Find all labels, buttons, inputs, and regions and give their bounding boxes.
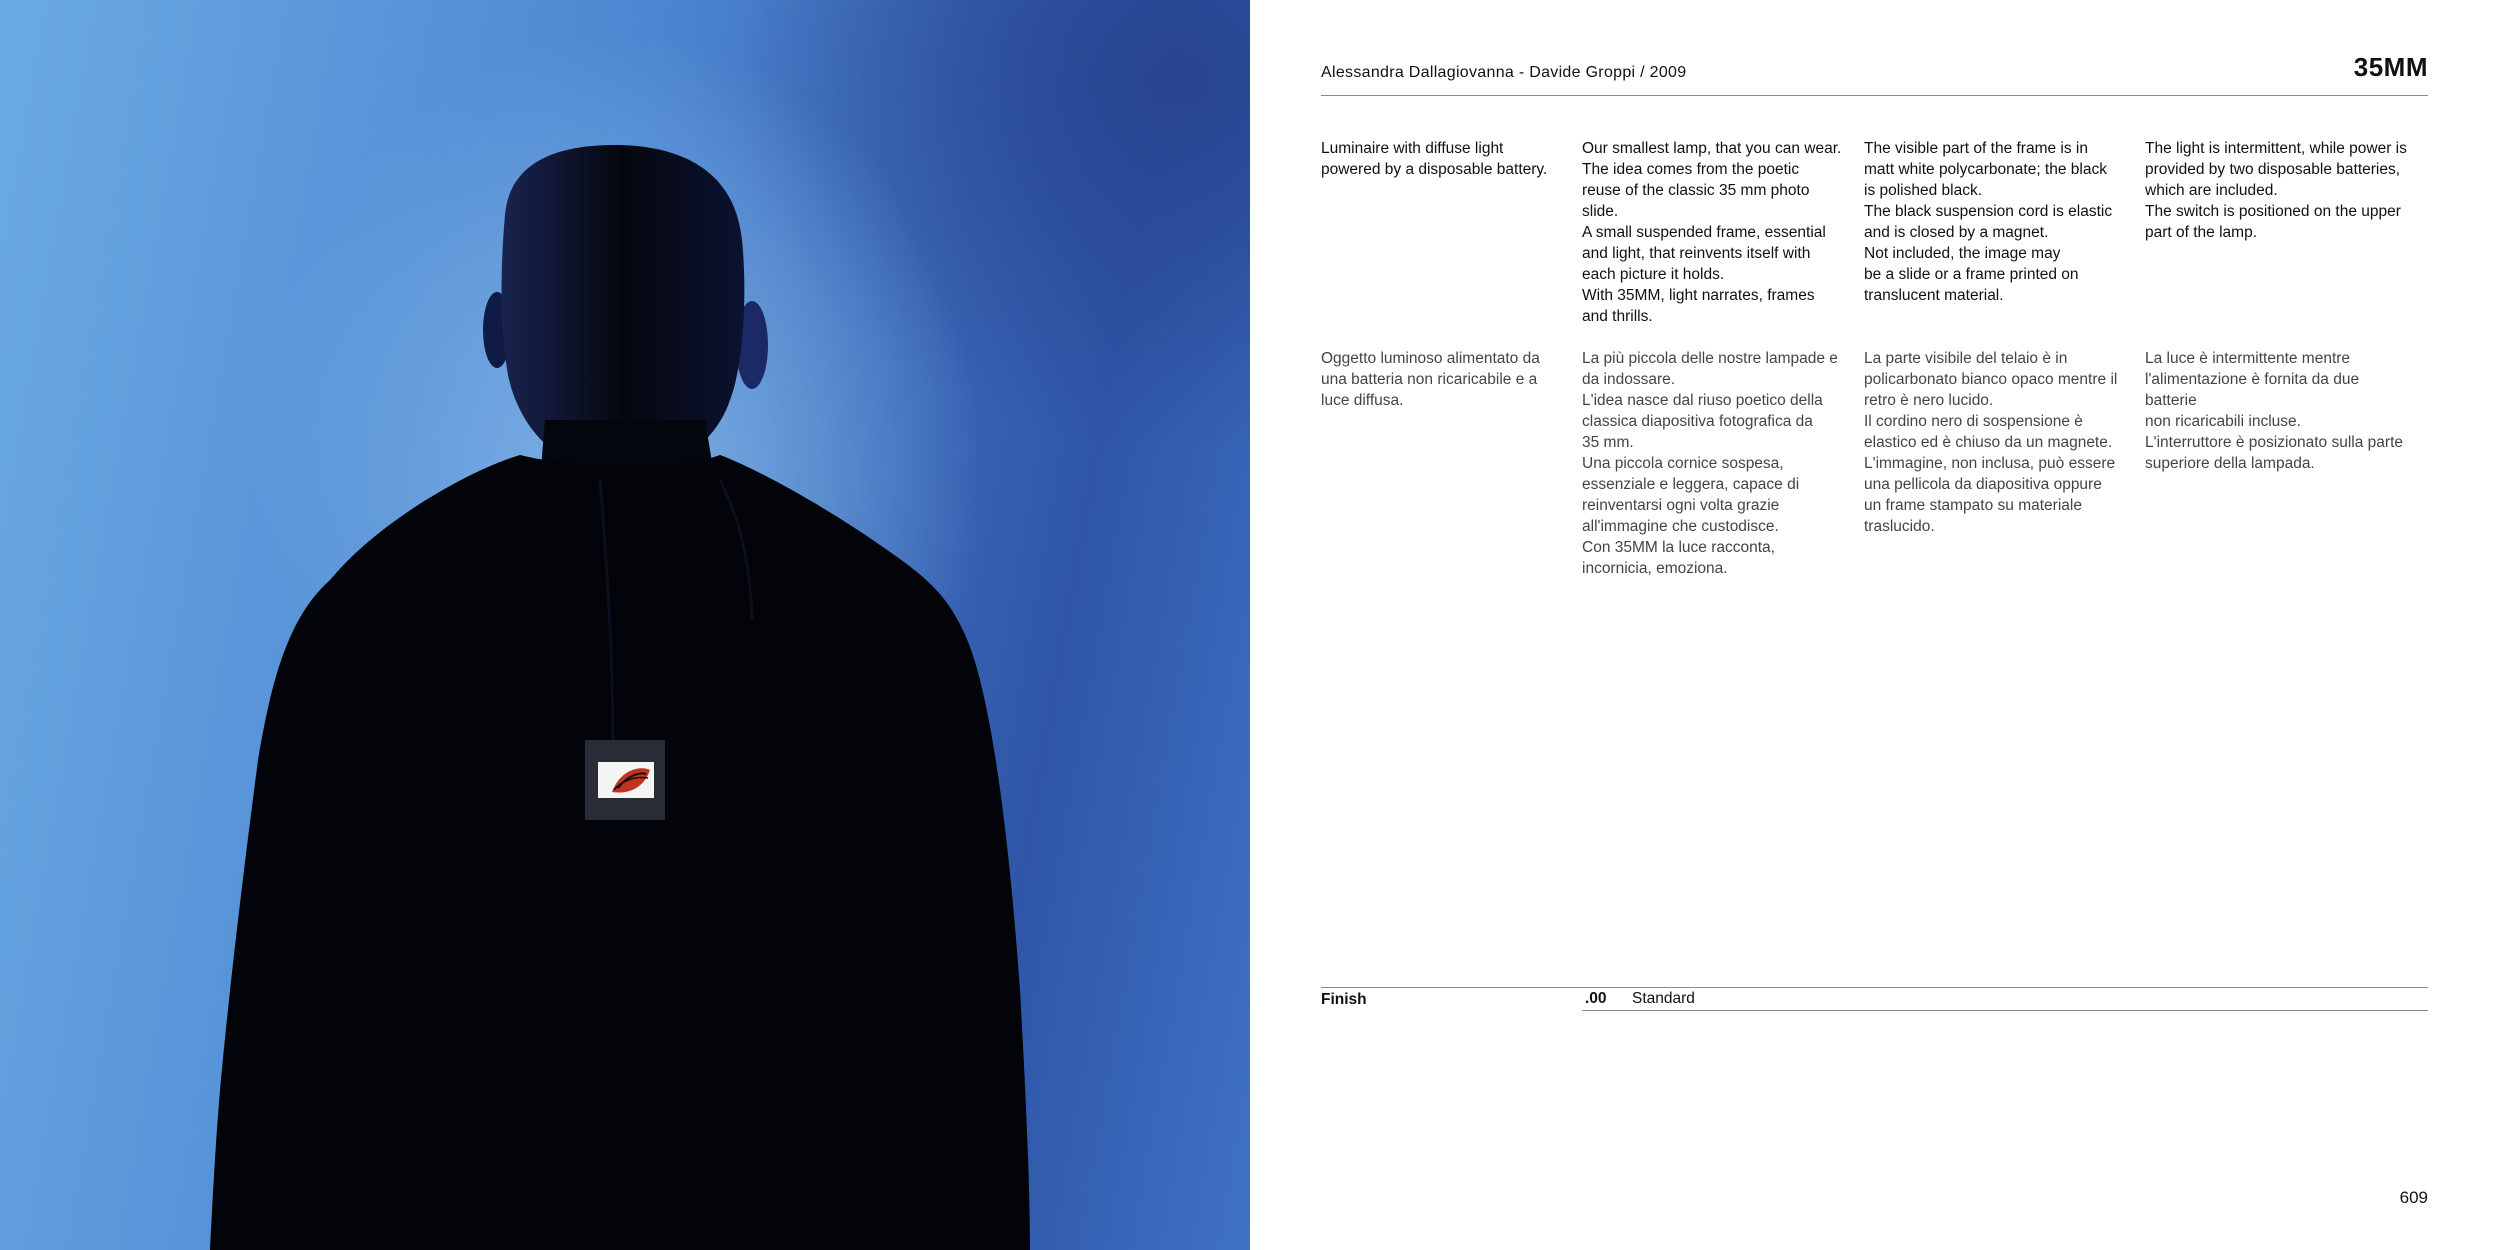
designers-credit: Alessandra Dallagiovanna - Davide Groppi / 2009 — [1321, 64, 1687, 81]
description-en-col-4: The light is intermittent, while power is provided by two disposable batteries, which are included. The switch is positioned on the upper part of the lamp. — [2145, 140, 2407, 241]
description-en-col-2: Our smallest lamp, that you can wear. The idea comes from the poetic reuse of the classic 35 mm photo slide. A small suspended frame, essential and light, that reinvents itself with each picture it holds. With 35MM, light narrates, frames and thrills. — [1582, 140, 1842, 325]
product-title: 35MM — [2353, 52, 2428, 82]
page-number: 609 — [2399, 1188, 2428, 1207]
description-it-col-3: La parte visibile del telaio è in policarbonato bianco opaco mentre il retro è nero lucido. Il cordino nero di sospensione è elastico ed è chiuso da un magnete. L'immagine, non inclusa, può essere una pellicola da diapositiva oppure un frame stampato su materiale traslucido. — [1864, 350, 2118, 535]
finish-name: Standard — [1632, 990, 1695, 1007]
description-en-col-3: The visible part of the frame is in matt white polycarbonate; the black is polished black. The black suspension cord is elastic and is closed by a magnet. Not included, the image may be a slide or a frame printed on translucent material. — [1864, 140, 2113, 304]
finish-code: .00 — [1585, 990, 1607, 1007]
finish-label: Finish — [1321, 991, 1367, 1008]
description-it-col-4: La luce è intermittente mentre l'alimentazione è fornita da due batterie non ricaricabili incluse. L'interruttore è posizionato sulla parte superiore della lampada. — [2145, 350, 2403, 472]
finish-divider-top — [1321, 987, 2428, 988]
description-en-col-1: Luminaire with diffuse light powered by a disposable battery. — [1321, 140, 1548, 178]
description-it-col-2: La più piccola delle nostre lampade e da indossare. L'idea nasce dal riuso poetico della classica diapositiva fotografica da 35 mm. Una piccola cornice sospesa, essenziale e leggera, capace di reinventarsi ogni volta grazie all'immagine che custodisce. Con 35MM la luce racconta, incornicia, emoziona. — [1582, 350, 1838, 577]
finish-divider-bottom — [1582, 1010, 2428, 1011]
description-it-col-1: Oggetto luminoso alimentato da una batteria non ricaricabile e a luce diffusa. — [1321, 350, 1540, 409]
header-divider — [1321, 95, 2428, 96]
